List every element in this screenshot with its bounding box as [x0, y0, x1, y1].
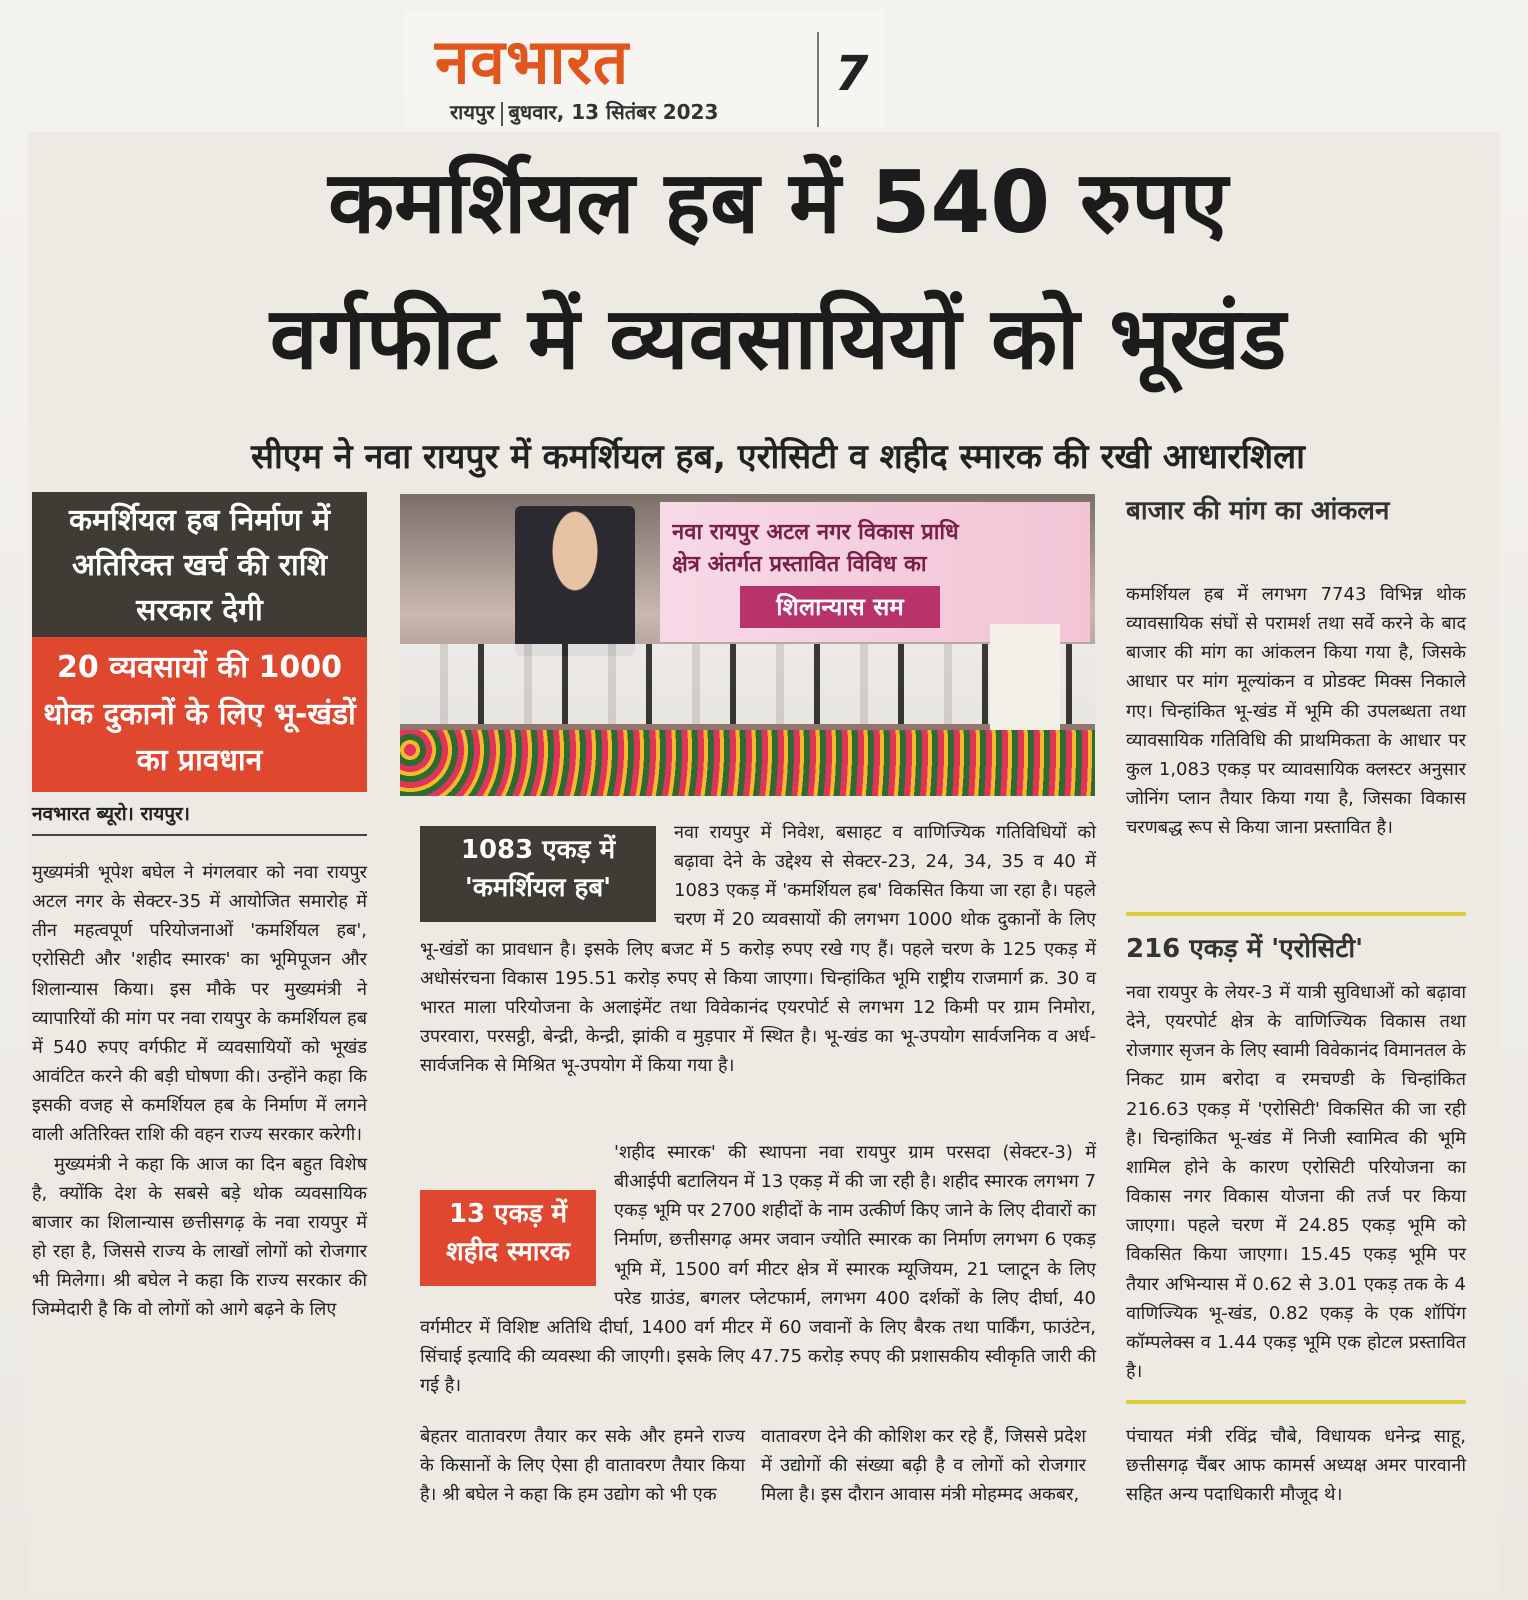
continuation-column-a: बेहतर वातावरण तैयार कर सके और हमने राज्य के किसानों के लिए ऐसा ही वातावरण तैयार किया है। श्री बघेल ने कहा कि हम उद्योग को भी एक: [420, 1426, 745, 1506]
byline: नवभारत ब्यूरो। रायपुर।: [32, 800, 367, 836]
market-demand-text: कमर्शियल हब में लगभग 7743 विभिन्न थोक व्यावसायिक संघों से परामर्श तथा सर्वे करने के बाद बाजार की मांग का आंकलन किया गया है, जिसके आधार पर मांग मूल्यांकन व प्रोडक्ट मिक्स निकाले गए। चिन्हांकित भू-खंड में भूमि की उपलब्धता तथा व्यावसायिक गतिविधि की प्राथमिकता के आधार पर कुल 1,083 एकड़ पर व्यावसायिक क्लस्टर अनुसार जोनिंग प्लान तैयार किया गया है, जिसका विकास चरणबद्ध रूप से किया जाना प्रस्तावित है।: [1126, 584, 1466, 839]
page-number: 7: [835, 46, 869, 102]
aerocity-heading: 216 एकड़ में 'एरोसिटी': [1126, 934, 1364, 964]
commercial-hub-text: नवा रायपुर में निवेश, बसाहट व वाणिज्यिक गतिविधियों को बढ़ावा देने के उद्देश्य से सेक्टर-23, 24, 34, 35 व 40 में 1083 एकड़ में 'कमर्शियल हब' विकसित किया जा रहा है। पहले चरण में 20 व्यवसायों की लगभग 1000 थोक दुकानों के लिए भू-खंडों का प्रावधान है। इसके लिए बजट में 5 करोड़ रुपए रखे गए हैं। पहले चरण के 125 एकड़ में अधोसंरचना विकास 195.51 करोड़ रुपए से किया जाएगा। चिन्हांकित भूमि राष्ट्रीय राजमार्ग क्र. 30 व भारत माला परियोजना के अलाइंमेंट तथा विवेकानंद एयरपोर्ट से लगभग 12 किमी पर ग्राम निमोरा, उपरवारा, परसट्ठी, बेन्द्री, केन्द्री, झांकी व मुड़पार में स्थित है। भू-खंड का भू-उपयोग सार्वजनिक व अर्ध- सार्वजनिक से मिश्रित भू-उपयोग में किया गया है।: [420, 822, 1096, 1077]
aerocity-text: नवा रायपुर के लेयर-3 में यात्री सुविधाओं को बढ़ावा देने, एयरपोर्ट क्षेत्र के वाणिज्यिक विकास तथा रोजगार सृजन के लिए स्वामी विवेकानंद विमानतल के निकट ग्राम बरोदा व रमचण्डी के चिन्हांकित 216.63 एकड़ में 'एरोसिटी' विकसित की जा रही है। चिन्हांकित भू-खंड में निजी स्वामित्व की भूमि शामिल होने के कारण एरोसिटी परियोजना का विकास नगर विकास योजना की तर्ज पर किया जाएगा। पहले चरण में 24.85 एकड़ भूमि को विकसित किया जाएगा। 15.45 एकड़ भूमि पर तैयार अभिन्यास में 0.62 से 3.01 एकड़ तक के 4 वाणिज्यिक भू-खंड, 0.82 एकड़ के एक शॉपिंग कॉम्पलेक्स व 1.44 एकड़ भूमि एक होटल प्रस्तावित है।: [1126, 982, 1466, 1383]
section-divider: [1126, 1400, 1466, 1404]
martyr-memorial-box: 13 एकड़ में शहीद स्मारक: [420, 1190, 596, 1286]
banner-text: क्षेत्र अंतर्गत प्रस्तावित विविध का: [672, 552, 927, 577]
attendees-text: पंचायत मंत्री रविंद्र चौबे, विधायक धनेन्द्र साहू, छत्तीसगढ़ चैंबर आफ कामर्स अध्यक्ष अमर पारवानी सहित अन्य पदाधिकारी मौजूद थे।: [1126, 1426, 1466, 1506]
highlight-box-red: 20 व्यवसायों की 1000 थोक दुकानों के लिए भू-खंडों का प्रावधान: [32, 637, 367, 792]
martyr-memorial-section: [420, 1138, 1096, 1400]
commercial-hub-box: 1083 एकड़ में 'कमर्शियल हब': [420, 826, 656, 922]
newspaper-logo: नवभारत: [435, 25, 630, 98]
dateline-divider: [501, 102, 503, 126]
highlight-box-dark: कमर्शियल हब निर्माण में अतिरिक्त खर्च की राशि सरकार देगी: [32, 492, 367, 637]
subheadline: सीएम ने नवा रायपुर में कमर्शियल हब, एरोसिटी व शहीद स्मारक की रखी आधारशिला: [251, 437, 1305, 477]
market-demand-heading: बाजार की मांग का आंकलन: [1126, 496, 1390, 526]
article: [28, 132, 1500, 1592]
podium: [990, 624, 1060, 744]
left-column: [32, 858, 367, 1325]
continuation-column-b: वातावरण देने की कोशिश कर रहे हैं, जिससे प्रदेश में उद्योगों की संख्या बढ़ी है व लोगों को रोजगार मिला है। इस दौरान आवास मंत्री मोहम्मद अकबर,: [761, 1426, 1086, 1506]
flower-decoration: [400, 730, 1095, 796]
headline-line-2: वर्गफीट में व्यवसायियों को भूखंड: [269, 289, 1287, 389]
section-divider: [1126, 912, 1466, 916]
masthead-divider: [817, 32, 819, 127]
issue-date: बुधवार, 13 सितंबर 2023: [508, 100, 719, 124]
headline-line-1: कमर्शियल हब में 540 रुपए: [328, 153, 1228, 253]
left-paragraph: मुख्यमंत्री ने कहा कि आज का दिन बहुत विशेष है, क्योंकि देश के सबसे बड़े थोक व्यवसायिक बाजार का शिलान्यास छत्तीसगढ़ के नवा रायपुर में हो रहा है, जिससे राज्य के लाखों लोगों को रोजगार भी मिलेगा। श्री बघेल ने कहा कि राज्य सरकार की जिम्मेदारी है कि वो लोगों को आगे बढ़ने के लिए: [32, 1153, 367, 1321]
martyr-memorial-text: 'शहीद स्मारक' की स्थापना नवा रायपुर ग्राम परसदा (सेक्टर-3) में बीआईपी बटालियन में 13 एकड़ में की जा रही है। शहीद स्मारक लगभग 7 एकड़ भूमि पर 2700 शहीदों के नाम उत्कीर्ण किए जाने के लिए दीवारों का निर्माण, छत्तीसगढ़ अमर जवान ज्योति स्मारक का निर्माण लगभग 6 एकड़ भूमि में, 1500 वर्ग मीटर क्षेत्र में स्मारक म्यूजियम, 21 प्लाटून के लिए परेड ग्राउंड, बगलर प्लेटफार्म, लगभग 400 दर्शकों के लिए दीर्घा, 40 वर्गमीटर में विशिष्ट अतिथि दीर्घा, 1400 वर्ग मीटर में 60 जवानों के लिए बैरक तथा पार्किंग, फाउंटेन, सिंचाई इत्यादि की व्यवस्था की जाएगी। इसके लिए 47.75 करोड़ रुपए की प्रशासकीय स्वीकृति जारी की गई है।: [420, 1142, 1096, 1397]
banner-text: नवा रायपुर अटल नगर विकास प्राधि: [672, 520, 959, 545]
commercial-hub-section: [420, 818, 1096, 1080]
banner-text: शिलान्यास सम: [740, 586, 940, 628]
city-name: रायपुर: [450, 100, 495, 124]
masthead: [405, 10, 885, 128]
photo-banner: [660, 502, 1090, 642]
banner-portrait: [515, 506, 635, 656]
left-paragraph: मुख्यमंत्री भूपेश बघेल ने मंगलवार को नवा रायपुर अटल नगर के सेक्टर-35 में आयोजित समारोह में तीन महत्वपूर्ण परियोजनाओं 'कमर्शियल हब', एरोसिटी और 'शहीद स्मारक' का भूमिपूजन और शिलान्यास किया। इस मौके पर मुख्यमंत्री ने व्यापारियों की मांग पर नवा रायपुर के कमर्शियल हब में 540 रुपए वर्गफीट में व्यवसायियों को भूखंड आवंटित करने की बड़ी घोषणा की। उन्होंने कहा कि इसकी वजह से कमर्शियल हब के निर्माण में लगने वाली अतिरिक्त राशि की वहन राज्य सरकार करेगी।: [32, 862, 367, 1146]
event-photo: [400, 494, 1095, 796]
dateline: [450, 98, 718, 126]
